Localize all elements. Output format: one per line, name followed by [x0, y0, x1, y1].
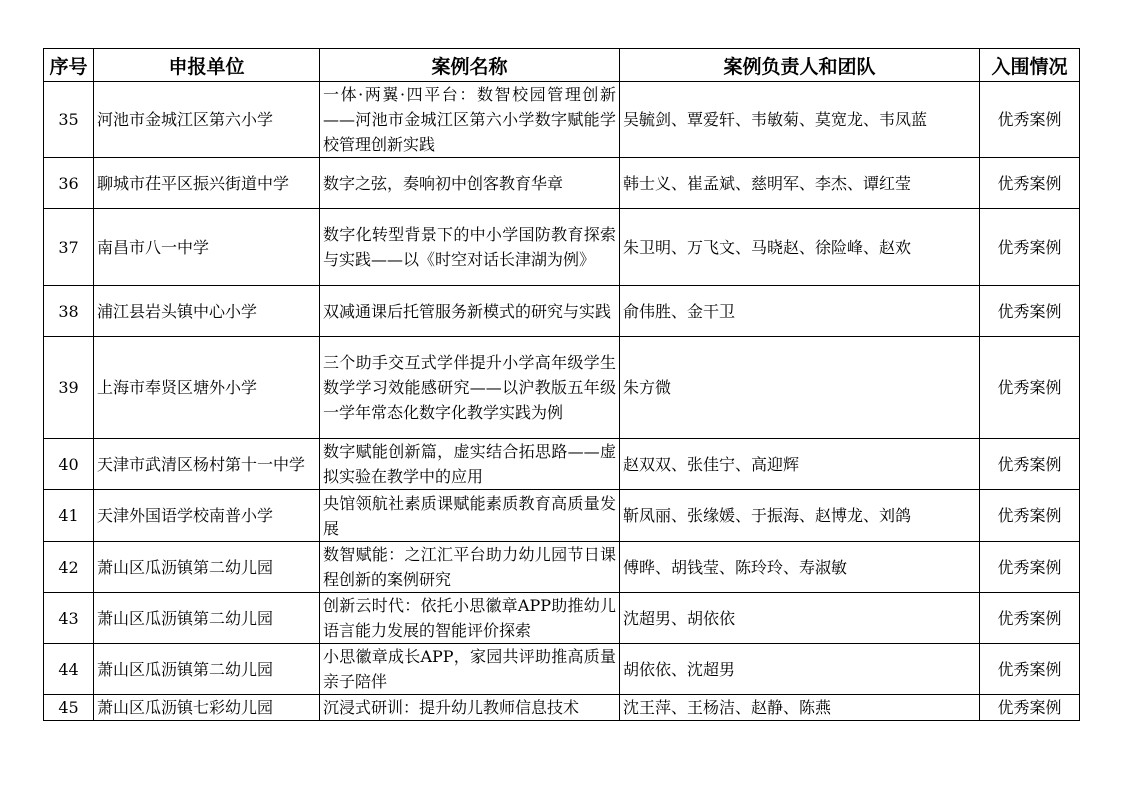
cell-no: 37 — [44, 209, 94, 286]
cell-status: 优秀案例 — [980, 439, 1080, 490]
table-row — [44, 82, 1080, 158]
cell-case-name: 小思徽章成长APP，家园共评助推高质量亲子陪伴 — [320, 644, 620, 695]
cell-case-name: 数字化转型背景下的中小学国防教育探索与实践——以《时空对话长津湖为例》 — [320, 209, 620, 286]
cell-unit: 天津外国语学校南普小学 — [94, 490, 320, 542]
table-row — [44, 593, 1080, 644]
table-row — [44, 490, 1080, 542]
cell-unit: 萧山区瓜沥镇第二幼儿园 — [94, 593, 320, 644]
cell-team: 傅晔、胡钱莹、陈玲玲、寿淑敏 — [620, 542, 980, 593]
cell-no: 39 — [44, 337, 94, 439]
header-unit: 申报单位 — [94, 49, 320, 82]
cell-no: 41 — [44, 490, 94, 542]
cell-status: 优秀案例 — [980, 337, 1080, 439]
cell-case-name: 数智赋能：之江汇平台助力幼儿园节日课程创新的案例研究 — [320, 542, 620, 593]
cell-case-name: 创新云时代：依托小思徽章APP助推幼儿语言能力发展的智能评价探索 — [320, 593, 620, 644]
cell-team: 胡依依、沈超男 — [620, 644, 980, 695]
cell-team: 俞伟胜、金干卫 — [620, 286, 980, 337]
cases-table — [43, 48, 1080, 721]
cell-team: 沈超男、胡依依 — [620, 593, 980, 644]
table-row — [44, 286, 1080, 337]
cell-case-name: 三个助手交互式学伴提升小学高年级学生数学学习效能感研究——以沪教版五年级一学年常态化数字化教学实践为例 — [320, 337, 620, 439]
cell-no: 40 — [44, 439, 94, 490]
table-row — [44, 337, 1080, 439]
header-no: 序号 — [44, 49, 94, 82]
header-row — [44, 49, 1080, 82]
cell-no: 35 — [44, 82, 94, 158]
table-row — [44, 542, 1080, 593]
cell-team: 靳凤丽、张缘媛、于振海、赵博龙、刘鸽 — [620, 490, 980, 542]
cell-team: 韩士义、崔孟斌、慈明军、李杰、谭红莹 — [620, 158, 980, 209]
cell-unit: 萧山区瓜沥镇七彩幼儿园 — [94, 695, 320, 721]
cell-status: 优秀案例 — [980, 158, 1080, 209]
cell-status: 优秀案例 — [980, 209, 1080, 286]
header-team: 案例负责人和团队 — [620, 49, 980, 82]
table-row — [44, 158, 1080, 209]
table-row — [44, 695, 1080, 721]
cell-team: 吴毓剑、覃爱轩、韦敏菊、莫宽龙、韦凤蓝 — [620, 82, 980, 158]
cell-unit: 河池市金城江区第六小学 — [94, 82, 320, 158]
cell-unit: 天津市武清区杨村第十一中学 — [94, 439, 320, 490]
cell-status: 优秀案例 — [980, 695, 1080, 721]
cell-unit: 萧山区瓜沥镇第二幼儿园 — [94, 542, 320, 593]
cell-team: 沈王萍、王杨洁、赵静、陈燕 — [620, 695, 980, 721]
cell-status: 优秀案例 — [980, 286, 1080, 337]
cell-status: 优秀案例 — [980, 490, 1080, 542]
cell-team: 朱方微 — [620, 337, 980, 439]
cell-case-name: 双减通课后托管服务新模式的研究与实践 — [320, 286, 620, 337]
cell-no: 38 — [44, 286, 94, 337]
cell-unit: 上海市奉贤区塘外小学 — [94, 337, 320, 439]
cell-unit: 浦江县岩头镇中心小学 — [94, 286, 320, 337]
cell-no: 44 — [44, 644, 94, 695]
cell-status: 优秀案例 — [980, 82, 1080, 158]
cell-no: 43 — [44, 593, 94, 644]
table-row — [44, 644, 1080, 695]
cell-no: 42 — [44, 542, 94, 593]
cell-unit: 聊城市茌平区振兴街道中学 — [94, 158, 320, 209]
cell-status: 优秀案例 — [980, 644, 1080, 695]
header-name: 案例名称 — [320, 49, 620, 82]
cell-status: 优秀案例 — [980, 542, 1080, 593]
cell-no: 45 — [44, 695, 94, 721]
cell-no: 36 — [44, 158, 94, 209]
cell-team: 朱卫明、万飞文、马晓赵、徐险峰、赵欢 — [620, 209, 980, 286]
cell-case-name: 一体·两翼·四平台：数智校园管理创新——河池市金城江区第六小学数字赋能学校管理创新实践 — [320, 82, 620, 158]
cell-case-name: 央馆领航社素质课赋能素质教育高质量发展 — [320, 490, 620, 542]
cell-case-name: 数字赋能创新篇，虚实结合拓思路——虚拟实验在教学中的应用 — [320, 439, 620, 490]
table-row — [44, 209, 1080, 286]
table-row — [44, 439, 1080, 490]
cell-case-name: 数字之弦，奏响初中创客教育华章 — [320, 158, 620, 209]
cell-unit: 南昌市八一中学 — [94, 209, 320, 286]
cell-unit: 萧山区瓜沥镇第二幼儿园 — [94, 644, 320, 695]
cell-case-name: 沉浸式研训：提升幼儿教师信息技术 — [320, 695, 620, 721]
header-status: 入围情况 — [980, 49, 1080, 82]
cell-team: 赵双双、张佳宁、高迎辉 — [620, 439, 980, 490]
cell-status: 优秀案例 — [980, 593, 1080, 644]
